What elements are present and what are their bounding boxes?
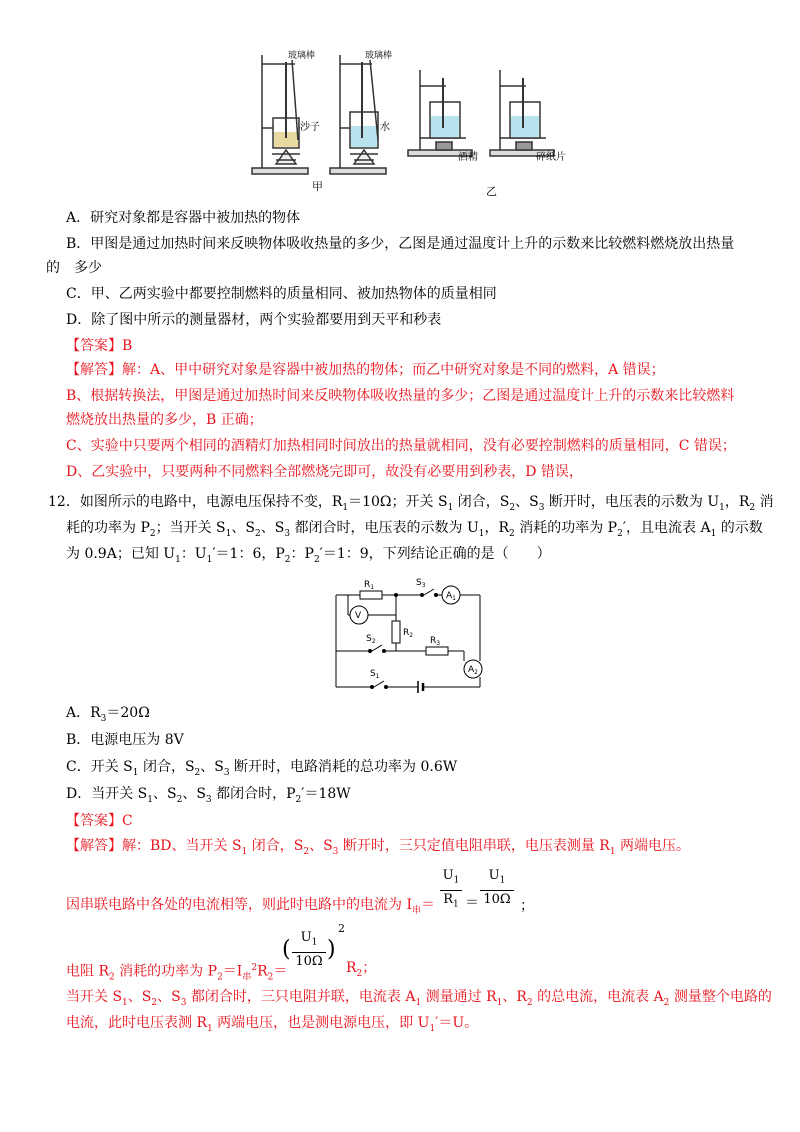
q11-option-d: D．除了图中所示的测量器材，两个实验都要用到天平和秒表 bbox=[66, 312, 442, 328]
label-a1: $A_1$ bbox=[446, 591, 456, 602]
answer-value: C bbox=[122, 813, 133, 829]
q11-analysis-1 bbox=[66, 360, 665, 380]
q11-analysis-2: B、根据转换法，甲图是通过加热时间来反映物体吸收热量的多少；乙图是通过温度计上升的示数来比较燃料 bbox=[66, 388, 735, 404]
caption-jia: 甲 bbox=[312, 180, 323, 193]
label-alcohol: 酒精 bbox=[458, 152, 478, 163]
q12-stem-1: 12．如图所示的电路中，电源电压保持不变，$R_1=10\Omega$；开关 $S_1$ 闭合，$S_2$、$S_3$ 断开时，电压表的示数为 $U_1$，$R_2$ 消 bbox=[48, 494, 774, 513]
label-a2: $A_2$ bbox=[468, 665, 478, 676]
q12-analysis-2: 因串联电路中各处的电流相等，则此时电路中的电流为 $I_串=$ bbox=[66, 897, 435, 916]
label-s2: $S_2$ bbox=[366, 634, 376, 645]
q11-analysis-4: C、实验中只要两个相同的酒精灯加热相同时间放出的热量就相同，没有必要控制燃料的质量相同，C 错误； bbox=[66, 438, 736, 454]
analysis-tag: 【解答】 bbox=[66, 838, 122, 854]
label-r2: $R_2$ bbox=[403, 628, 414, 639]
q12-option-c: C．开关 $S_1$ 闭合，$S_2$、$S_3$ 断开时，电路消耗的总功率为 0.6W bbox=[66, 759, 458, 778]
q12-stem-3: 为 0.9A；已知 $U_1$：$U_1'=1$：6，$P_2$：$P_2'=1$：9，下列结论正确的是（ ） bbox=[66, 546, 551, 565]
circuit-diagram bbox=[330, 575, 490, 690]
exponent-2: 2 bbox=[338, 922, 345, 935]
resistor-r2 bbox=[392, 621, 400, 643]
label-glass-rod-2: 玻璃棒 bbox=[365, 51, 393, 61]
fraction-u1-r1: $U_1$ $R_1$ bbox=[440, 868, 462, 912]
label-sand: 沙子 bbox=[300, 122, 320, 133]
q11-analysis-5: D、乙实验中，只要两种不同燃料全部燃烧完即可，故没有必要用到秒表，D 错误， bbox=[66, 464, 583, 480]
stand-water bbox=[330, 55, 386, 174]
label-s3: $S_3$ bbox=[416, 578, 426, 589]
q12-analysis-1: 【解答】解：BD、当开关 $S_1$ 闭合，$S_2$、$S_3$ 断开时，三只定值电阻串联，电压表测量 $R_1$ 两端电压。 bbox=[66, 838, 691, 857]
label-v: V bbox=[355, 611, 362, 621]
answer-tag: 【答案】 bbox=[66, 338, 122, 354]
q12-option-a: A．$R_3=20\Omega$ bbox=[66, 705, 150, 724]
label-glass-rod-1: 玻璃棒 bbox=[288, 51, 316, 61]
stand-paper bbox=[490, 70, 554, 156]
equals-sign: ＝ bbox=[465, 895, 479, 911]
q12-stem-2: 耗的功率为 $P_2$；当开关 $S_1$、$S_2$、$S_3$ 都闭合时，电压表的示数为 $U_1$，$R_2$ 消耗的功率为 $P_2'$，且电流表 $A_1$ 的示数 bbox=[66, 520, 763, 539]
resistor-r3 bbox=[426, 647, 448, 655]
resistor-r1 bbox=[360, 591, 382, 599]
q12-analysis-3: 电阻 $R_2$ 消耗的功率为 $P_2=I_串^2R_2=$ bbox=[66, 963, 288, 983]
question-number: 12． bbox=[48, 494, 80, 510]
label-r3: $R_3$ bbox=[430, 636, 441, 647]
stand-sand bbox=[252, 55, 308, 174]
caption-yi: 乙 bbox=[486, 185, 497, 198]
fraction-u1-10-b: $U_1$ 10Ω bbox=[292, 930, 326, 969]
answer-tag: 【答案】 bbox=[66, 813, 122, 829]
fraction-u1-10: $U_1$ 10Ω bbox=[480, 868, 514, 907]
q11-option-b-cont: 的 多少 bbox=[46, 260, 102, 276]
q11-option-c: C．甲、乙两实验中都要控制燃料的质量相同、被加热物体的质量相同 bbox=[66, 286, 497, 302]
r2-term: $R_2$； bbox=[346, 960, 377, 979]
answer-value: B bbox=[122, 338, 133, 354]
semicolon: ； bbox=[520, 898, 534, 914]
analysis-text: 解：A、甲中研究对象是容器中被加热的物体；而乙中研究对象是不同的燃料，A 错误； bbox=[122, 362, 665, 378]
label-water: 水 bbox=[380, 122, 390, 133]
q11-answer bbox=[66, 336, 132, 356]
label-paper: 碎纸片 bbox=[536, 152, 566, 163]
q12-analysis-5: 电流，此时电压表测 $R_1$ 两端电压，也是测电源电压，即 $U_1'=U$。 bbox=[66, 1015, 479, 1034]
experiment-figure bbox=[240, 50, 580, 200]
q11-option-a: A．研究对象都是容器中被加热的物体 bbox=[66, 210, 301, 226]
label-r1: $R_1$ bbox=[364, 580, 375, 591]
q11-option-b: B．甲图是通过加热时间来反映物体吸收热量的多少，乙图是通过温度计上升的示数来比较燃料燃烧放出热量 bbox=[66, 236, 735, 252]
q12-option-d: D．当开关 $S_1$、$S_2$、$S_3$ 都闭合时，$P_2'=18W$ bbox=[66, 786, 351, 805]
q11-analysis-3: 燃烧放出热量的多少，B 正确； bbox=[66, 412, 263, 428]
q12-analysis-4: 当开关 $S_1$、$S_2$、$S_3$ 都闭合时，三只电阻并联，电流表 $A_1$ 测量通过 $R_1$、$R_2$ 的总电流，电流表 $A_2$ 测量整个电路的 bbox=[66, 989, 772, 1008]
q12-answer bbox=[66, 811, 133, 831]
paren-close: ) bbox=[327, 937, 336, 962]
paren-open: ( bbox=[282, 937, 291, 962]
stand-alcohol bbox=[408, 70, 472, 156]
q12-option-b: B．电源电压为 8V bbox=[66, 732, 184, 748]
analysis-tag: 【解答】 bbox=[66, 362, 122, 378]
label-s1: $S_1$ bbox=[370, 669, 380, 680]
